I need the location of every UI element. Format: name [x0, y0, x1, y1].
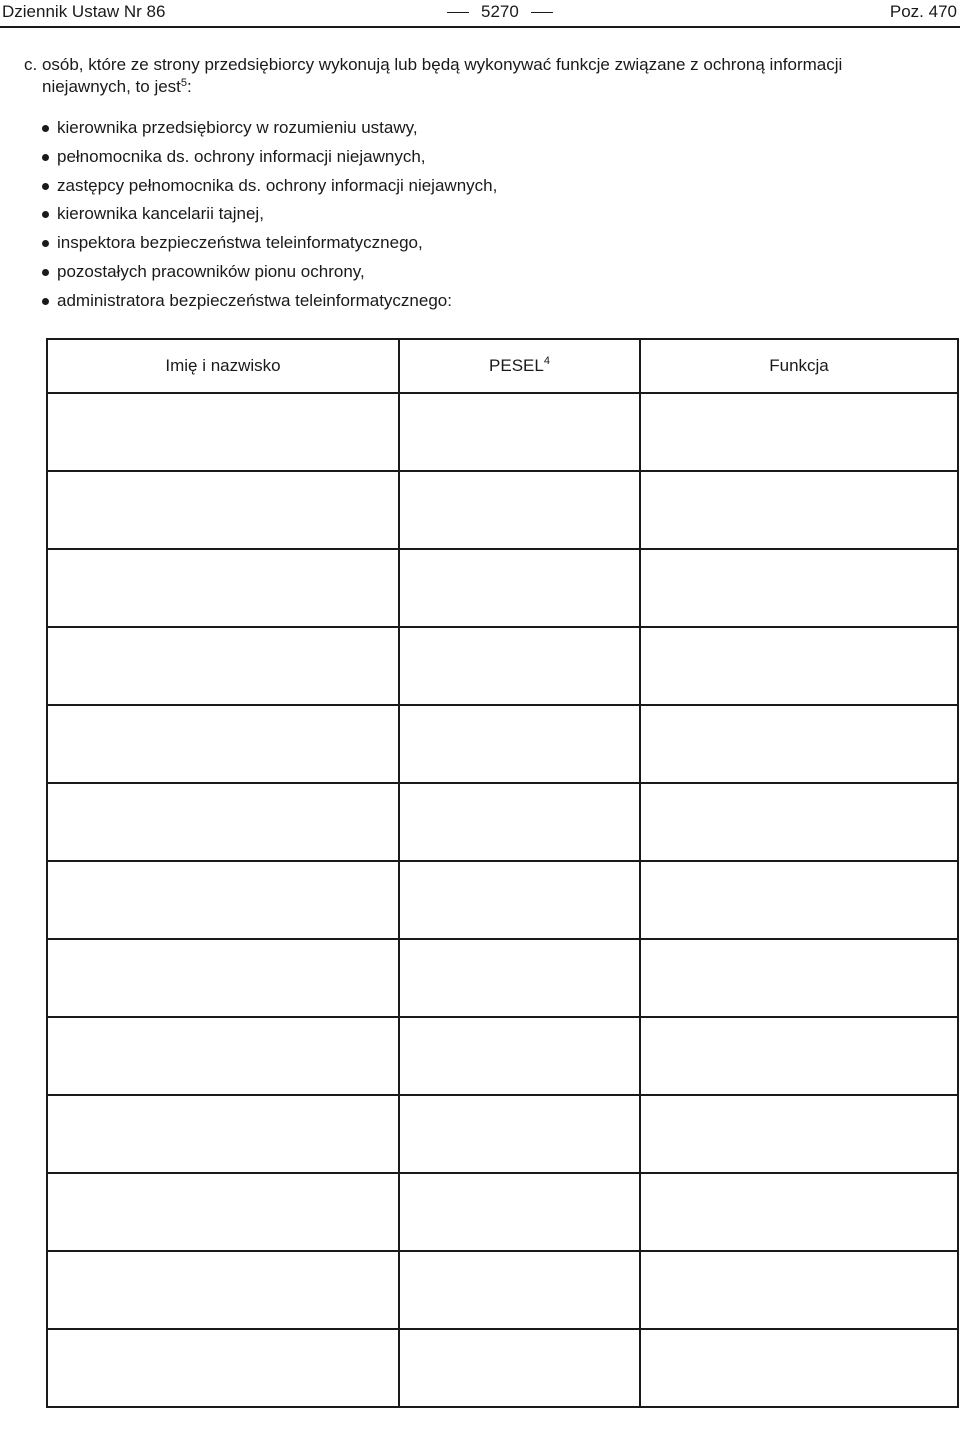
- list-item-text: pozostałych pracowników pionu ochrony,: [57, 261, 365, 281]
- name-cell[interactable]: [47, 939, 399, 1017]
- pesel-cell[interactable]: [399, 1095, 640, 1173]
- name-cell[interactable]: [47, 1329, 399, 1407]
- list-item-text: kierownika przedsiębiorcy w rozumieniu ustawy,: [57, 118, 418, 137]
- page-header: [0, 0, 960, 28]
- table-row: [47, 705, 958, 783]
- name-cell[interactable]: [47, 549, 399, 627]
- function-cell[interactable]: [640, 1017, 958, 1095]
- column-header-function: [640, 339, 958, 393]
- table-header-row: [47, 339, 958, 393]
- function-cell[interactable]: [640, 783, 958, 861]
- intro-paragraph: [24, 54, 960, 98]
- function-cell[interactable]: [640, 627, 958, 705]
- function-cell[interactable]: [640, 705, 958, 783]
- bullet-icon: [42, 125, 49, 132]
- list-item: [42, 232, 497, 261]
- list-item-text: zastępcy pełnomocnika ds. ochrony informacji niejawnych,: [57, 175, 498, 195]
- table-body: [47, 393, 958, 1407]
- function-cell[interactable]: [640, 549, 958, 627]
- page-number-block: [435, 2, 565, 22]
- table-row: [47, 1017, 958, 1095]
- table-row: [47, 1251, 958, 1329]
- pesel-cell[interactable]: [399, 471, 640, 549]
- column-header-pesel: [399, 339, 640, 393]
- journal-title: Dziennik Ustaw Nr 86: [2, 2, 166, 21]
- name-cell[interactable]: [47, 393, 399, 471]
- column-header-function-text: Funkcja: [769, 356, 829, 375]
- table-row: [47, 471, 958, 549]
- pesel-cell[interactable]: [399, 1251, 640, 1329]
- intro-line-2-text: niejawnych, to jest: [42, 77, 181, 96]
- list-item: [42, 175, 497, 204]
- list-item-text: administratora bezpieczeństwa teleinformatycznego:: [57, 290, 452, 310]
- list-item-text: pełnomocnika ds. ochrony informacji niejawnych,: [57, 146, 426, 166]
- function-cell[interactable]: [640, 1173, 958, 1251]
- table-row: [47, 939, 958, 1017]
- dash-left: [447, 12, 469, 13]
- intro-suffix: :: [187, 77, 192, 96]
- bullet-icon: [42, 269, 49, 276]
- pesel-cell[interactable]: [399, 627, 640, 705]
- pesel-cell[interactable]: [399, 1017, 640, 1095]
- table-row: [47, 1095, 958, 1173]
- list-item: [42, 290, 497, 319]
- bullet-icon: [42, 183, 49, 190]
- function-cell[interactable]: [640, 393, 958, 471]
- list-item-text: kierownika kancelarii tajnej,: [57, 204, 264, 224]
- intro-line-2: [24, 76, 960, 98]
- pesel-cell[interactable]: [399, 393, 640, 471]
- list-item-text: inspektora bezpieczeństwa teleinformatycznego,: [57, 233, 423, 253]
- name-cell[interactable]: [47, 705, 399, 783]
- pesel-cell[interactable]: [399, 549, 640, 627]
- column-header-pesel-text: PESEL: [489, 356, 544, 375]
- column-header-name: [47, 339, 399, 393]
- table-row: [47, 861, 958, 939]
- function-cell[interactable]: [640, 471, 958, 549]
- list-item: [42, 203, 497, 232]
- pesel-cell[interactable]: [399, 705, 640, 783]
- role-list: [42, 117, 497, 319]
- intro-line-1: c. osób, które ze strony przedsiębiorcy wykonują lub będą wykonywać funkcje związane z ochroną informacji: [24, 55, 843, 74]
- list-item: [42, 261, 497, 290]
- pesel-cell[interactable]: [399, 1329, 640, 1407]
- name-cell[interactable]: [47, 627, 399, 705]
- name-cell[interactable]: [47, 861, 399, 939]
- name-cell[interactable]: [47, 1017, 399, 1095]
- table-row: [47, 627, 958, 705]
- page-number: 5270: [481, 2, 519, 21]
- footnote-ref: 5: [180, 77, 188, 89]
- function-cell[interactable]: [640, 1251, 958, 1329]
- pesel-cell[interactable]: [399, 939, 640, 1017]
- position-number: Poz. 470: [889, 2, 957, 21]
- dash-right: [531, 12, 553, 13]
- pesel-cell[interactable]: [399, 861, 640, 939]
- list-item: [42, 117, 497, 146]
- name-cell[interactable]: [47, 471, 399, 549]
- name-cell[interactable]: [47, 783, 399, 861]
- pesel-footnote-ref: 4: [543, 355, 550, 367]
- column-header-name-text: Imię i nazwisko: [165, 356, 281, 375]
- table-row: [47, 783, 958, 861]
- function-cell[interactable]: [640, 1095, 958, 1173]
- name-cell[interactable]: [47, 1095, 399, 1173]
- bullet-icon: [42, 211, 49, 218]
- bullet-icon: [42, 298, 49, 305]
- table-row: [47, 1173, 958, 1251]
- bullet-icon: [42, 154, 49, 161]
- table-row: [47, 1329, 958, 1407]
- table-row: [47, 549, 958, 627]
- table-row: [47, 393, 958, 471]
- pesel-cell[interactable]: [399, 1173, 640, 1251]
- bullet-icon: [42, 240, 49, 247]
- name-cell[interactable]: [47, 1251, 399, 1329]
- function-cell[interactable]: [640, 861, 958, 939]
- function-cell[interactable]: [640, 939, 958, 1017]
- personnel-table: [46, 338, 959, 1408]
- name-cell[interactable]: [47, 1173, 399, 1251]
- pesel-cell[interactable]: [399, 783, 640, 861]
- list-item: [42, 146, 497, 175]
- function-cell[interactable]: [640, 1329, 958, 1407]
